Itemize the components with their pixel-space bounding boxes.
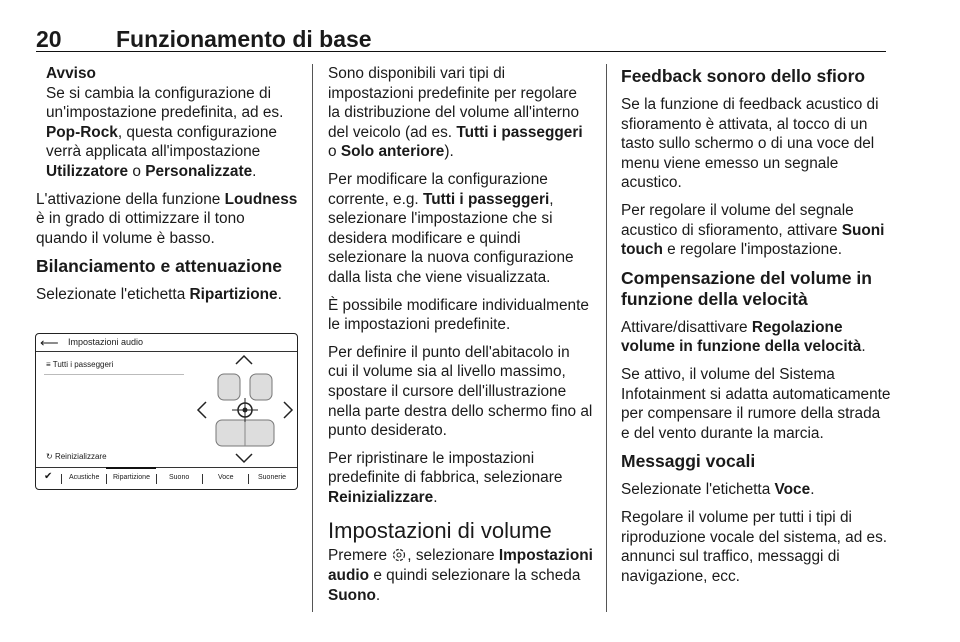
screen-tab-distribution: Ripartizione — [113, 474, 150, 481]
settings-gear-icon — [391, 547, 407, 563]
presets-paragraph: Sono disponibili vari tipi di impostazioni predefinite per regolare la distribuzione del volume all'interno del veicolo (ad es. Tutti i passeggeri o Solo anteriore). — [328, 65, 583, 161]
screen-title-bar — [36, 334, 297, 352]
screen-tab-voice: Voce — [218, 474, 234, 481]
cursor-paragraph: Per definire il punto dell'abitacolo in cui il volume sia al livello massimo, spostare il cursore dell'illustrazione nella parte destra dello schermo fino al punto desiderato. — [328, 343, 593, 440]
column-3 — [621, 64, 891, 594]
back-arrow-icon: ⟵ — [40, 335, 59, 350]
voice-messages-heading: Messaggi vocali — [621, 451, 756, 472]
loudness-paragraph: L'attivazione della funzione Loudness è in grado di ottimizzare il tono quando il volume è basso. — [36, 190, 298, 247]
speed-description-paragraph: Se attivo, il volume del Sistema Infotainment si adatta automaticamente per compensare il rumore della strada e del vento durante la marcia. — [621, 365, 891, 442]
seat-balance-diagram-icon — [196, 354, 296, 466]
balance-heading: Bilanciamento e attenuazione — [36, 256, 283, 277]
screen-preset-divider — [44, 374, 184, 375]
speed-toggle-paragraph: Attivare/disattivare Regolazione volume in funzione della velocità. — [621, 318, 866, 356]
column-divider-2 — [606, 64, 607, 612]
active-tab-indicator — [106, 467, 156, 469]
volume-paragraph: Premere , selezionare Impostazioni audio e quindi selezionare la scheda Suono. — [328, 547, 593, 604]
touch-volume-paragraph: Per regolare il volume del segnale acustico di sfioramento, attivare Suoni touch e regolare l'impostazione. — [621, 201, 885, 259]
note-title: Avviso — [46, 65, 96, 82]
screen-reset-item: ↻ Reinizializzare — [46, 452, 107, 461]
volume-heading: Impostazioni di volume — [328, 518, 552, 544]
page-header — [36, 26, 886, 52]
note-text: Se si cambia la configurazione di un'impostazione predefinita, ad es. Pop-Rock, questa configurazione verrà applicata all'impostazione Utilizzatore o Personalizzate. — [46, 84, 284, 180]
screen-tab-acoustics: Acustiche — [69, 474, 100, 481]
touch-feedback-heading: Feedback sonoro dello sfioro — [621, 66, 866, 86]
page-title: Funzionamento di base — [116, 26, 372, 52]
screen-tab-ringtones: Suonerie — [258, 474, 287, 481]
balance-paragraph: Selezionate l'etichetta Ripartizione. — [36, 286, 282, 304]
screen-tab-sound: Suono — [169, 474, 190, 481]
individual-paragraph: È possibile modificare individualmente le impostazioni predefinite. — [328, 296, 589, 334]
column-2 — [328, 64, 593, 613]
column-divider-1 — [312, 64, 313, 612]
voice-volume-paragraph: Regolare il volume per tutti i tipi di riproduzione vocale del sistema, ad es. annunci sul traffico, messaggi di navigazione, ecc. — [621, 508, 888, 585]
voice-tab-paragraph: Selezionate l'etichetta Voce. — [621, 481, 815, 499]
column-1 — [36, 64, 298, 313]
screen-preset-item: ≡ Tutti i passeggeri — [46, 360, 114, 369]
note-box — [36, 64, 298, 182]
checkmark-icon: ✔ — [44, 471, 53, 482]
screen-tab-bar — [36, 467, 297, 489]
screen-title: Impostazioni audio — [68, 337, 144, 347]
page-number: 20 — [36, 26, 62, 52]
audio-settings-screen-illustration — [35, 333, 298, 490]
touch-feedback-paragraph: Se la funzione di feedback acustico di sfioramento è attivata, al tocco di un tasto sullo schermo o di una voce del menu viene emesso un segnale acustico. — [621, 96, 879, 192]
speed-compensation-heading: Compensazione del volume in funzione della velocità — [621, 267, 872, 309]
reset-paragraph: Per ripristinare le impostazioni predefinite di fabbrica, selezionare Reinizializzare. — [328, 449, 563, 506]
modify-paragraph: Per modificare la configurazione corrente, e.g. Tutti i passeggeri, selezionare l'impostazione che si desidera modificare e quindi selezionare la nuova configurazione dalla lista che viene visualizzata. — [328, 170, 574, 286]
